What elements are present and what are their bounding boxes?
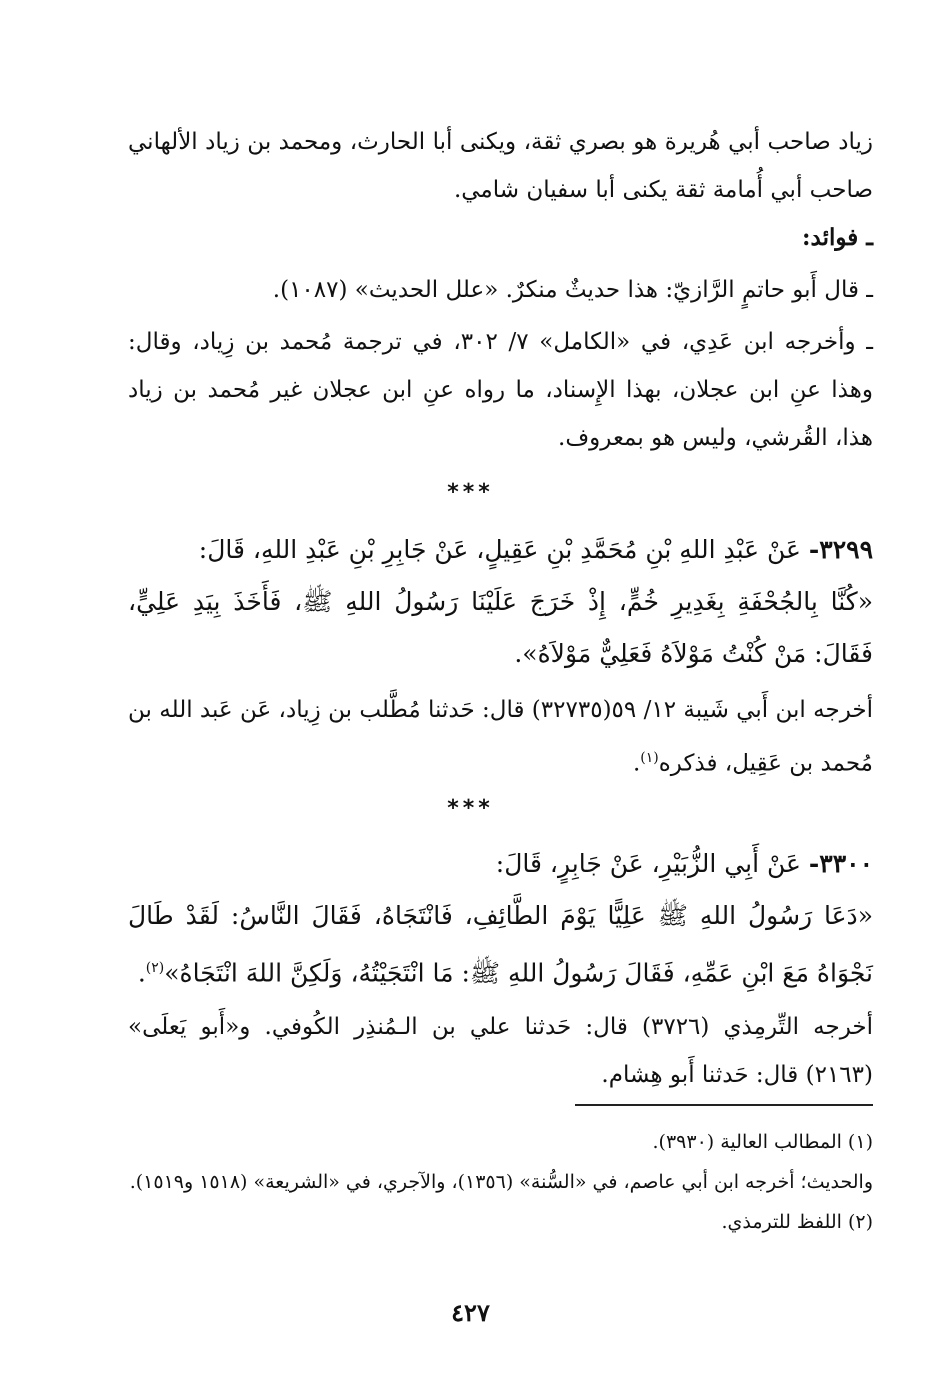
benefits-heading: ـ فوائد: bbox=[802, 224, 873, 251]
intro-paragraph: زياد صاحب أبي هُريرة هو بصري ثقة، ويكنى أبا الحارث، ومحمد بن زياد الألهاني صاحب أبي أُمامة ثقة يكنى أبا سفيان شامي. bbox=[128, 129, 873, 203]
footnote-marker[interactable]: (١) bbox=[640, 750, 659, 766]
hadith-3299 bbox=[128, 524, 873, 788]
intro-section bbox=[128, 118, 873, 214]
section-separator: *** bbox=[447, 480, 494, 505]
hadith-3300-takhrij: أخرجه التِّرمِذي (٣٧٢٦) قال: حَدثنا علي بن الـمُنذِر الكُوفي. و«أَبو يَعلَى» (٢١٦٣) قال: حَدثنا أَبو هِشام. bbox=[128, 1014, 873, 1089]
takhrij-text: أخرجه ابن أَبي شَيبة ١٢/ ٥٩(٣٢٧٣٥) قال: حَدثنا مُطَّلب بن زِياد، عَن عَبد الله بن مُحمد بن عَقِيل، فذكره bbox=[128, 697, 874, 777]
hadith-number: ٣٣٠٠- bbox=[808, 849, 873, 878]
hadith-isnad-text: عَنْ عَبْدِ اللهِ بْنِ مُحَمَّدِ بْنِ عَقِيلٍ، عَنْ جَابِرِ بْنِ عَبْدِ اللهِ، قَالَ: bbox=[198, 535, 801, 564]
footnote-divider bbox=[575, 1104, 873, 1106]
footnote-1: (١) المطالب العالية (٣٩٣٠). bbox=[652, 1131, 873, 1153]
section-separator: *** bbox=[447, 796, 494, 821]
benefit-item-ibn-adi: ـ وأخرجه ابن عَدِي، في «الكامل» ٧/ ٣٠٢، في ترجمة مُحمد بن زِياد، وقال: وهذا عنِ ابن عجلان، بهذا الإِسناد، ما رواه عنِ ابن عجلان غير مُحمد بن زياد هذا، القُرشي، وليس هو بمعروف. bbox=[128, 329, 873, 451]
page-number: ٤٢٧ bbox=[451, 1298, 490, 1327]
hadith-3300-isnad bbox=[128, 838, 873, 890]
matn-end: . bbox=[137, 958, 146, 988]
footnote-marker[interactable]: (٢) bbox=[145, 960, 165, 976]
hadith-number: ٣٢٩٩- bbox=[808, 535, 873, 564]
hadith-3300-matn bbox=[128, 890, 873, 999]
footnote-1-continuation: والحديث؛ أخرجه ابن أبي عاصم، في «السُّنة» (١٣٥٦)، والآجري، في «الشريعة» (١٥١٨ و١٥١٩). bbox=[129, 1171, 873, 1193]
benefits-section bbox=[128, 214, 873, 462]
hadith-3299-isnad bbox=[128, 524, 873, 576]
takhrij-end: . bbox=[632, 750, 641, 777]
benefit-item-abu-hatim: ـ قال أَبو حاتمٍ الرَّازيّ: هذا حديثٌ منكرٌ. «علل الحديث» (١٠٨٧). bbox=[272, 277, 873, 303]
hadith-3299-takhrij bbox=[128, 686, 873, 788]
footnote-2: (٢) اللفظ للترمذي. bbox=[721, 1211, 873, 1233]
footnotes-section bbox=[128, 1122, 873, 1242]
hadith-3299-matn: «كُنَّا بِالجُحْفَةِ بِغَدِيرِ خُمٍّ، إِذْ خَرَجَ عَلَيْنَا رَسُولُ اللهِ ﷺ، فَأَخَذَ بِيَدِ عَلِيٍّ، فَقَالَ: مَنْ كُنْتُ مَوْلاَهُ فَعَلِيٌّ مَوْلاَهُ». bbox=[128, 587, 873, 668]
hadith-matn-text: «دَعَا رَسُولُ اللهِ ﷺ عَلِيًّا يَوْمَ الطَّائِفِ، فَانْتَجَاهُ، فَقَالَ النَّاسُ: لَقَدْ طَالَ نَجْوَاهُ مَعَ ابْنِ عَمِّهِ، فَقَالَ رَسُولُ اللهِ ﷺ: مَا انْتَجَيْتُهُ، وَلَكِنَّ اللهَ انْتَجَاهُ» bbox=[128, 901, 873, 988]
hadith-isnad-text: عَنْ أَبِي الزُّبَيْرِ، عَنْ جَابِرٍ، قَالَ: bbox=[495, 849, 801, 878]
hadith-3300 bbox=[128, 838, 873, 1099]
